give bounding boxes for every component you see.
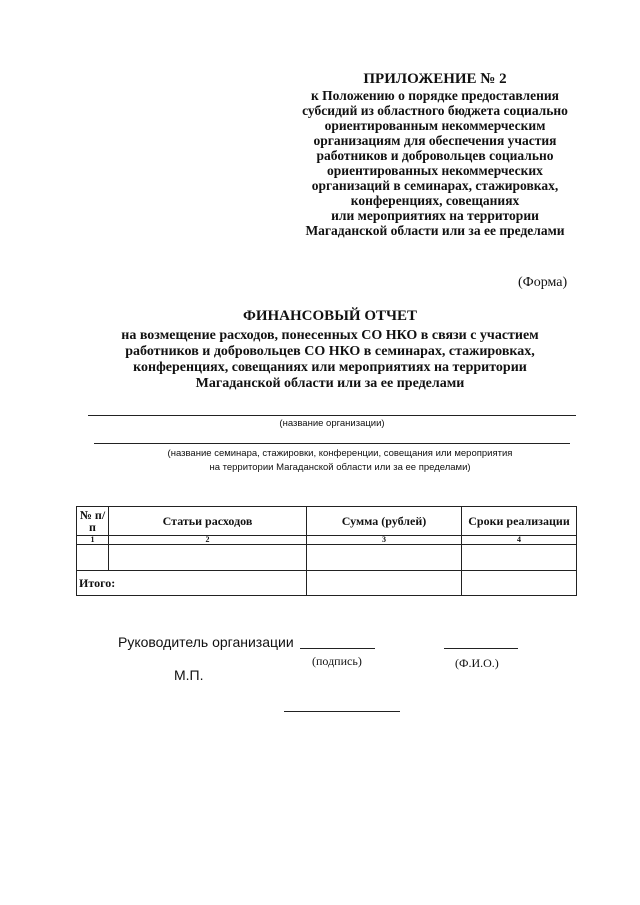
report-subtitle-line: работников и добровольцев СО НКО в семинарах, стажировках, xyxy=(125,344,535,359)
event-name-caption xyxy=(120,447,560,475)
seal-label: М.П. xyxy=(174,667,204,683)
event-name-line[interactable] xyxy=(94,443,570,444)
name-caption: (Ф.И.О.) xyxy=(455,656,499,670)
org-name-line[interactable] xyxy=(88,415,576,416)
table-row xyxy=(77,545,577,571)
total-row xyxy=(77,571,577,596)
column-number: 1 xyxy=(77,536,109,545)
appendix-line: к Положению о порядке предоставления xyxy=(311,88,559,103)
appendix-line: ориентированным некоммерческим xyxy=(324,118,546,133)
appendix-title: ПРИЛОЖЕНИЕ № 2 xyxy=(363,71,507,87)
form-label: (Форма) xyxy=(518,275,568,290)
appendix-line: субсидий из областного бюджета социально xyxy=(302,103,568,118)
date-line[interactable] xyxy=(284,711,400,712)
report-subtitle-line: на возмещение расходов, понесенных СО НКО в связи с участием xyxy=(121,328,539,343)
expenses-table xyxy=(76,506,577,596)
table-cell[interactable] xyxy=(77,545,109,571)
signature-line[interactable] xyxy=(300,648,375,649)
col-header-amount: Сумма (рублей) xyxy=(307,507,462,536)
appendix-block xyxy=(270,70,600,238)
name-line[interactable] xyxy=(444,648,518,649)
report-subtitle-line: конференциях, совещаниях или мероприятиях на территории xyxy=(133,360,527,375)
appendix-line: или мероприятиях на территории xyxy=(331,208,539,223)
event-caption-line: (название семинара, стажировки, конференции, совещания или мероприятия xyxy=(167,448,513,459)
event-caption-line: на территории Магаданской области или за ее пределами) xyxy=(209,462,471,473)
table-cell[interactable] xyxy=(109,545,307,571)
appendix-line: организациям для обеспечения участия xyxy=(313,133,557,148)
signature-caption: (подпись) xyxy=(312,654,362,668)
table-cell[interactable] xyxy=(462,545,577,571)
appendix-line: ориентированных некоммерческих xyxy=(327,163,543,178)
table-cell[interactable] xyxy=(307,545,462,571)
report-subtitle-line: Магаданской области или за ее пределами xyxy=(195,376,465,391)
total-terms-cell[interactable] xyxy=(462,571,577,596)
appendix-line: организаций в семинарах, стажировках, xyxy=(311,178,559,193)
appendix-line: Магаданской области или за ее пределами xyxy=(305,223,565,238)
appendix-line: работников и добровольцев социально xyxy=(316,148,554,163)
total-label: Итого: xyxy=(77,571,307,596)
org-name-caption: (название организации) xyxy=(279,418,385,429)
col-header-expense-items: Статьи расходов xyxy=(109,507,307,536)
col-header-number: № п/п xyxy=(77,507,109,536)
report-block xyxy=(70,306,590,392)
table-header-row xyxy=(77,507,577,536)
column-number-row xyxy=(77,536,577,545)
appendix-line: конференциях, совещаниях xyxy=(350,193,520,208)
signature-role: Руководитель организации xyxy=(118,634,294,650)
column-number: 2 xyxy=(109,536,307,545)
col-header-terms: Сроки реализации xyxy=(462,507,577,536)
total-amount-cell[interactable] xyxy=(307,571,462,596)
report-title: ФИНАНСОВЫЙ ОТЧЕТ xyxy=(242,308,418,324)
column-number: 4 xyxy=(462,536,577,545)
column-number: 3 xyxy=(307,536,462,545)
